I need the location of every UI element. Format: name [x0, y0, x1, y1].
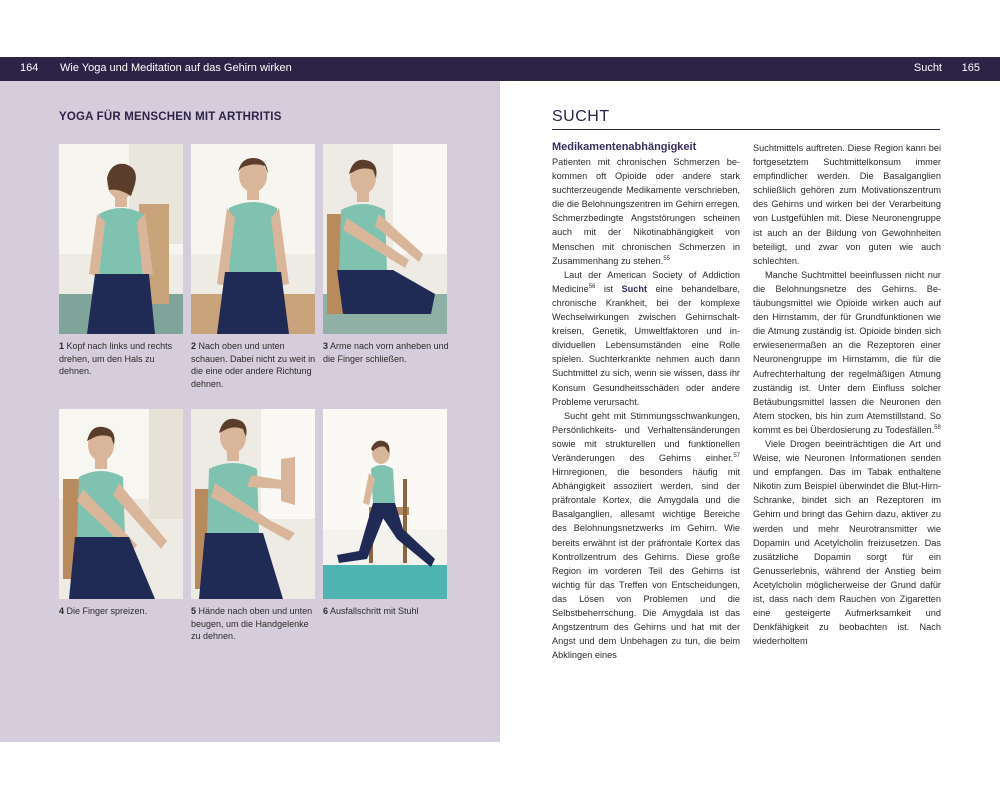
running-header [0, 57, 1000, 81]
paragraph-text: Viele Drogen beeinträchtigen die Art und Weise, wie Neuronen Informationen senden und empfangen. Das im Tabak enthaltene Nikotin zum Beispiel überwindet die Blut-Hirn-Schranke, bindet sich an Rezeptoren im Gehirn und bringt das Gehirn dazu, aktiver zu werden und mehr Neurotransmitter wie Dopamin und Acetylcholin freizusetzen. Das zusätzliche Dopamin sorgt für ein Genusserlebnis, während der Anstieg beim Acetylcholin möglicherweise der Grund dafür ist, dass nach dem Rauchen von Zigaretten eine gesteigerte Aufmerksamkeit und Denkfähigkeit zu beobachten ist. Nach wiederholtem [753, 438, 941, 647]
paragraph [753, 437, 941, 648]
footnote-ref: 58 [934, 424, 941, 431]
text-column-1 [552, 155, 740, 662]
paragraph-text: Sucht geht mit Stimmungsschwankungen, Persönlichkeits- und Verhaltensänderungen sowie mit strukturellen und funktionellen Veränderungen des Gehirns einher. [552, 410, 740, 463]
step-number: 2 [191, 341, 197, 351]
caption-step-1 [59, 340, 185, 378]
left-page-number: 164 [20, 62, 39, 74]
paragraph-text: Hirnregionen, die besonders häufig mit Abhängigkeit assoziiert werden, sind der präfrontale Kortex, die Amygdala und die Basalganglien, allesamt wichtige Bereiche des Belohnungsnetzwerks im Gehirn. Wie bereits erwähnt ist der präfrontale Kortex das Kontrollzentrum des Gehirns. Diese große Region im vorderen Teil des Gehirns ist wichtig für das Treffen von Entscheidungen, das Lösen von Problemen und die Selbstbeherrschung. Die Amygdala ist das Angstzentrum des Gehirns und hat mit der Angst und dem Unbehagen zu tun, die beim Abklingen eines [552, 467, 740, 661]
left-page [0, 81, 500, 742]
right-page-number: 165 [961, 62, 980, 74]
right-page [500, 81, 1000, 742]
subheading: Medikamentenabhängigkeit [552, 141, 697, 153]
paragraph-text: ist [595, 283, 622, 294]
step-number: 3 [323, 341, 329, 351]
paragraph-text: Laut der American Society of Addiction Medicine [552, 269, 740, 294]
emphasis-term: Sucht [621, 283, 648, 294]
photo-arms-forward [323, 144, 447, 334]
photo-wrist-bend [191, 409, 315, 599]
photo-lunge-chair [323, 409, 447, 599]
right-running-title: Sucht [913, 62, 942, 74]
left-running-title: Wie Yoga und Meditation auf das Gehirn wirken [60, 62, 292, 74]
step-number: 5 [191, 606, 197, 616]
step-text: Kopf nach links und rechts drehen, um den Hals zu dehnen. [59, 341, 173, 376]
step-text: Nach oben und unten schauen. Dabei nicht zu weit in die eine oder andere Richtung dehnen. [191, 341, 316, 389]
photo-head-turn [59, 144, 183, 334]
paragraph-text: Suchtmittels auftreten. Diese Region kann bei fortgesetztem Suchtmittelkonsum immer empfindlicher werden. Die Basalganglien schließlich gehören zum Motivationszentrum des Gehirns und wirken bei der Verarbeitung von Lustgefühlen mit. Diese Neuronengruppe ist auch an der Bildung von Gewohnheiten beteiligt, und zwar von guten wie auch schlechten. [753, 143, 941, 266]
section-title: SUCHT [552, 108, 610, 125]
photo-look-up-down [191, 144, 315, 334]
paragraph-text: Manche Suchtmittel beeinflussen nicht nur die Belohnungsnetze des Gehirns. Betäubungsmittel wie Opioide wirken auch auf den Hirnstamm, der für Grundfunktionen wie die Atmung zuständig ist. Opioide binden sich erwiesenermaßen an die Rezeptoren einer Neuronengruppe im Hirnstamm, die für die Aufrechterhaltung der regelmäßigen Atmung zuständig ist. Unter dem Einfluss solcher Betäubungsmittel lassen die Neuronen den Atem stocken, bis hin zum Atemstillstand. So kommt es bei Überdosierung zu Todesfällen. [753, 269, 941, 435]
section-divider [552, 129, 940, 130]
step-text: Arme nach vorn anheben und die Finger schließen. [323, 341, 449, 364]
caption-step-4 [59, 605, 185, 618]
step-number: 6 [323, 606, 329, 616]
yoga-section-title: YOGA FÜR MENSCHEN MIT ARTHRITIS [59, 111, 282, 123]
paragraph-text: Patienten mit chronischen Schmerzen bekommen oft Opioide oder andere stark suchterzeugende Medikamente verschrieben, die die Belohnungszentren im Gehirn erregen. Schmerzbedingte Angststörungen scheinen auch mit der Nikotinabhängigkeit von Menschen mit chronischen Schmerzen in Zusammenhang zu stehen. [552, 157, 740, 266]
caption-step-2 [191, 340, 317, 390]
paragraph-text: eine behandelbare, chronische Krankheit, bei der komplexe Wechselwirkungen zwischen Gehirnschaltkreisen, Genetik, Umweltfaktoren und individuellen Lebensumständen eine Rolle spielen. Suchterkrankte nehmen auch dann Suchtmittel zu sich, wenn sie wissen, dass ihr Konsum Gesundheitsschäden oder andere Probleme verursacht. [552, 283, 740, 407]
footnote-ref: 56 [588, 283, 596, 290]
footnote-ref: 55 [663, 255, 671, 262]
step-text: Die Finger spreizen. [66, 606, 148, 616]
paragraph [753, 268, 941, 437]
step-number: 4 [59, 606, 65, 616]
paragraph [552, 155, 740, 268]
paragraph [552, 409, 740, 663]
caption-step-6 [323, 605, 449, 618]
paragraph [552, 268, 740, 409]
footnote-ref: 57 [733, 452, 740, 459]
caption-step-5 [191, 605, 317, 643]
step-number: 1 [59, 341, 65, 351]
step-text: Hände nach oben und unten beugen, um die Handgelenke zu dehnen. [191, 606, 313, 641]
text-column-2 [753, 141, 941, 648]
caption-step-3 [323, 340, 449, 365]
step-text: Ausfallschritt mit Stuhl [330, 606, 419, 616]
paragraph [753, 141, 941, 268]
photo-spread-fingers [59, 409, 183, 599]
